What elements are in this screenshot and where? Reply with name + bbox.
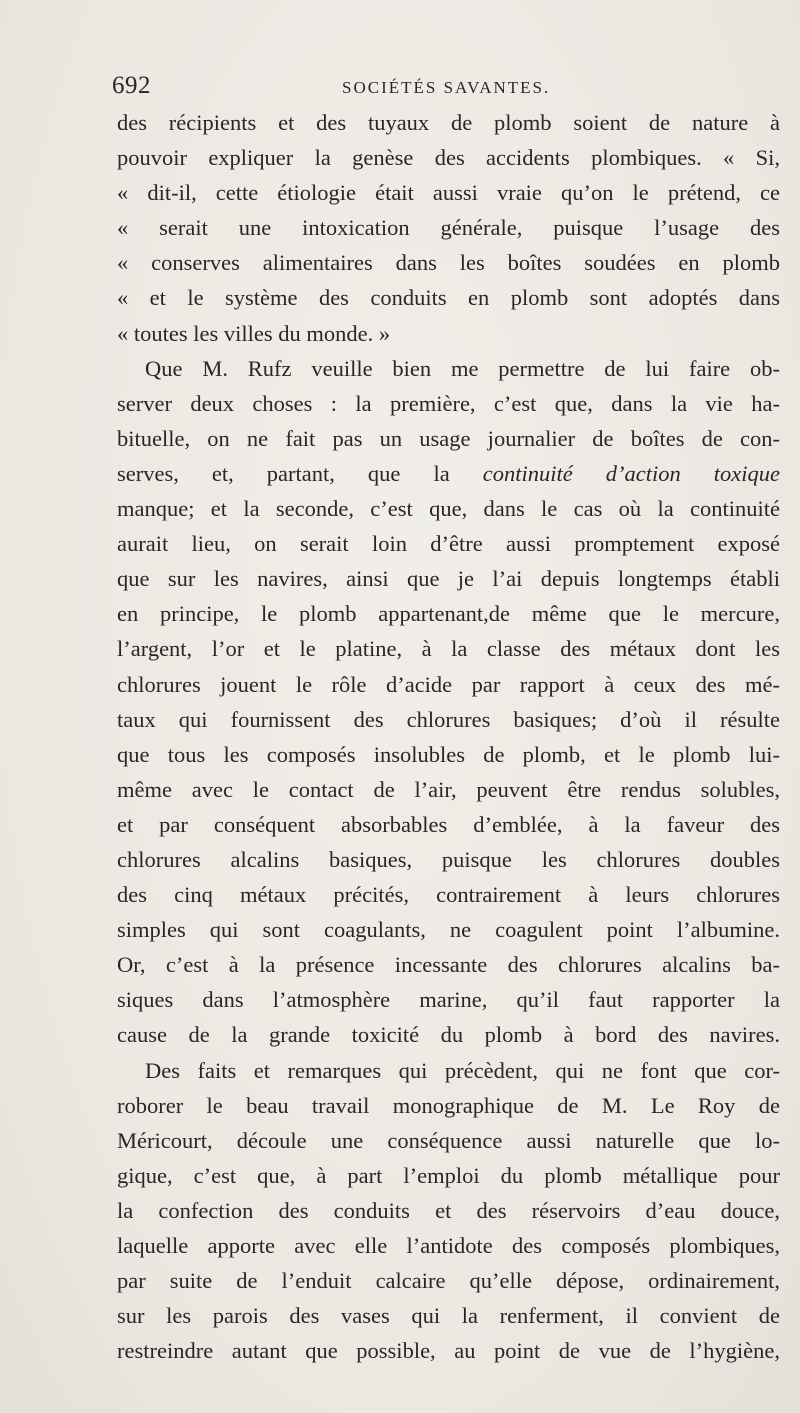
line-text: serves, et, partant, que la [117, 460, 483, 486]
text-line [117, 1017, 780, 1052]
line-text: roborer le beau travail monographique de M. Le Roy de [117, 1092, 780, 1118]
text-line [117, 561, 780, 596]
line-text: par suite de l’enduit calcaire qu’elle dépose, ordinairement, [117, 1268, 780, 1294]
text-line [117, 702, 780, 737]
line-text: « toutes les villes du monde. » [117, 320, 391, 346]
text-line [117, 175, 780, 210]
line-text: bituelle, on ne fait pas un usage journalier de boîtes de con- [117, 425, 780, 451]
text-line [117, 1333, 780, 1368]
line-text: siques dans l’atmosphère marine, qu’il faut rapporter la [117, 987, 780, 1013]
italic-text: continuité d’action toxique [482, 460, 780, 486]
text-line [117, 912, 780, 947]
line-text: « et le système des conduits en plomb sont adoptés dans [117, 285, 780, 311]
line-text: Méricourt, découle une conséquence aussi naturelle que lo- [117, 1127, 780, 1153]
line-text: manque; et la seconde, c’est que, dans le cas où la continuité [117, 496, 780, 522]
line-text: des récipients et des tuyaux de plomb soient de nature à [117, 110, 780, 135]
line-text: chlorures jouent le rôle d’acide par rapport à ceux des mé- [117, 671, 780, 697]
text-line [117, 1298, 780, 1333]
body-text [117, 105, 780, 1368]
text-line [117, 280, 780, 315]
text-line [117, 105, 780, 140]
line-text: pouvoir expliquer la genèse des accidents plombiques. « Si, [117, 145, 780, 171]
text-line [117, 877, 780, 912]
line-text: Que M. Rufz veuille bien me permettre de lui faire ob- [145, 355, 780, 381]
text-line [117, 631, 780, 666]
line-text: Or, c’est à la présence incessante des chlorures alcalins ba- [117, 952, 780, 978]
line-text: même avec le contact de l’air, peuvent être rendus solubles, [117, 776, 780, 802]
text-line [117, 842, 780, 877]
text-line [117, 351, 780, 386]
text-line [117, 386, 780, 421]
text-line [117, 947, 780, 982]
line-text: cause de la grande toxicité du plomb à bord des navires. [117, 1022, 780, 1048]
line-text: « dit-il, cette étiologie était aussi vraie qu’on le prétend, ce [117, 180, 780, 206]
line-text: chlorures alcalins basiques, puisque les chlorures doubles [117, 846, 780, 872]
text-line [117, 1193, 780, 1228]
line-text: aurait lieu, on serait loin d’être aussi promptement exposé [117, 531, 780, 557]
line-text: server deux choses : la première, c’est que, dans la vie ha- [117, 390, 780, 416]
line-text: Des faits et remarques qui précèdent, qui ne font que cor- [145, 1057, 780, 1083]
line-text: l’argent, l’or et le platine, à la classe des métaux dont les [117, 636, 780, 662]
line-text: des cinq métaux précités, contrairement à leurs chlorures [117, 882, 780, 908]
text-line [117, 456, 780, 491]
page-number: 692 [112, 72, 151, 99]
line-text: restreindre autant que possible, au point de vue de l’hygiène, [117, 1338, 780, 1364]
text-line [117, 421, 780, 456]
text-line [117, 1158, 780, 1193]
line-text: sur les parois des vases qui la renferment, il convient de [117, 1303, 780, 1329]
line-text: taux qui fournissent des chlorures basiques; d’où il résulte [117, 706, 780, 732]
text-line [117, 316, 780, 351]
text-line [117, 1123, 780, 1158]
text-line [117, 210, 780, 245]
line-text: simples qui sont coagulants, ne coagulent point l’albumine. [117, 917, 780, 943]
line-text: et par conséquent absorbables d’emblée, à la faveur des [117, 811, 780, 837]
line-text: la confection des conduits et des réservoirs d’eau douce, [117, 1197, 780, 1223]
text-line [117, 1263, 780, 1298]
text-line [117, 140, 780, 175]
text-line [117, 491, 780, 526]
running-title: SOCIÉTÉS SAVANTES. [342, 78, 551, 97]
text-line [117, 1053, 780, 1088]
line-text: en principe, le plomb appartenant,de même que le mercure, [117, 601, 780, 627]
text-line [117, 737, 780, 772]
line-text: gique, c’est que, à part l’emploi du plomb métallique pour [117, 1162, 780, 1188]
text-line [117, 982, 780, 1017]
text-line [117, 772, 780, 807]
text-line [117, 807, 780, 842]
text-line [117, 1088, 780, 1123]
text-line [117, 1228, 780, 1263]
text-line [117, 245, 780, 280]
line-text: que tous les composés insolubles de plomb, et le plomb lui- [117, 741, 780, 767]
text-line [117, 526, 780, 561]
text-line [117, 596, 780, 631]
line-text: « serait une intoxication générale, puisque l’usage des [117, 215, 780, 241]
line-text: « conserves alimentaires dans les boîtes soudées en plomb [117, 250, 780, 276]
text-line [117, 667, 780, 702]
line-text: laquelle apporte avec elle l’antidote des composés plombiques, [117, 1233, 780, 1258]
line-text: que sur les navires, ainsi que je l’ai depuis longtemps établi [117, 566, 780, 592]
